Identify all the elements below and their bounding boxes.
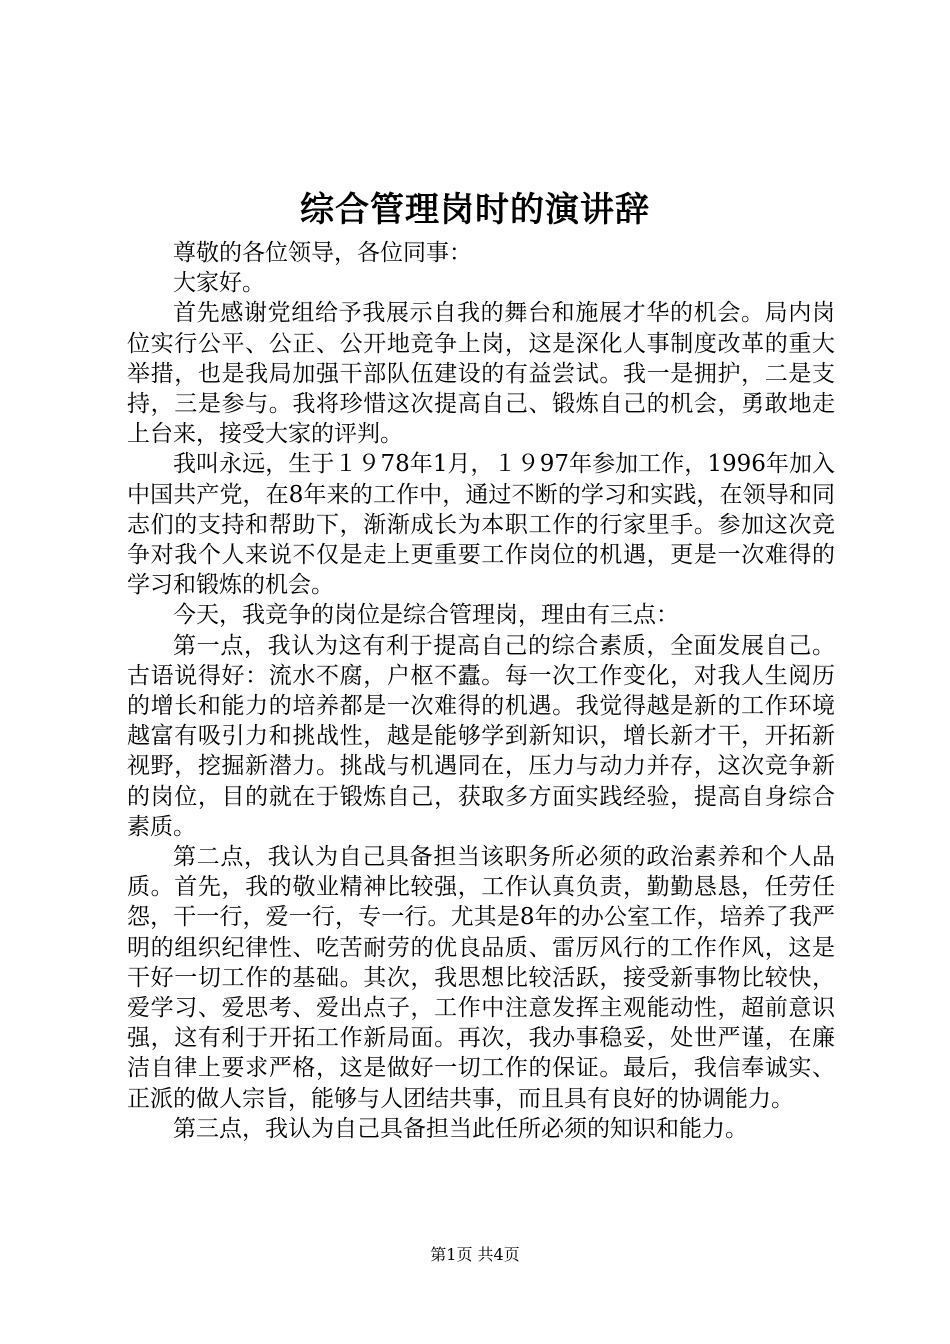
page-number-footer: 第1页 共4页: [430, 1245, 520, 1264]
reason-three-paragraph: 第三点，我认为自己具备担当此任所必须的知识和能力。: [173, 1115, 748, 1142]
document-body: [127, 238, 835, 1144]
reasons-intro-paragraph: 今天，我竞争的岗位是综合管理岗，理由有三点：: [173, 602, 679, 629]
reason-one-paragraph: 第一点，我认为这有利于提高自己的综合素质，全面发展自己。古语说得好：流水不腐，户枢不蠹。每一次工作变化，对我人生阅历的增长和能力的培养都是一次难得的机遇。我觉得越是新的工作环境越富有吸引力和挑战性，越是能够学到新知识，增长新才干，开拓新视野，挖掘新潜力。挑战与机遇同在，压力与动力并存，这次竞争新的岗位，目的就在于锻炼自己，获取多方面实践经验，提高自身综合素质。: [127, 632, 835, 840]
greeting-paragraph: 大家好。: [173, 270, 265, 297]
reason-two-paragraph: 第二点，我认为自己具备担当该职务所必须的政治素养和个人品质。首先，我的敬业精神比较强，工作认真负责，勤勤恳恳，任劳任怨，干一行，爱一行，专一行。尤其是8年的办公室工作，培养了我严明的组织纪律性、吃苦耐劳的优良品质、雷厉风行的工作作风，这是干好一切工作的基础。其次，我思想比较活跃，接受新事物比较快，爱学习、爱思考、爱出点子，工作中注意发挥主观能动性，超前意识强，这有利于开拓工作新局面。再次，我办事稳妥，处世严谨，在廉洁自律上要求严格，这是做好一切工作的保证。最后，我信奉诚实、正派的做人宗旨，能够与人团结共事，而且具有良好的协调能力。: [127, 844, 835, 1112]
document-title: 综合管理岗时的演讲辞: [300, 190, 650, 230]
opening-paragraph: 首先感谢党组给予我展示自我的舞台和施展才华的机会。局内岗位实行公平、公正、公开地竞争上岗，这是深化人事制度改革的重大举措，也是我局加强干部队伍建设的有益尝试。我一是拥护，二是支持，三是参与。我将珍惜这次提高自己、锻炼自己的机会，勇敢地走上台来，接受大家的评判。: [127, 300, 835, 448]
salutation-paragraph: 尊敬的各位领导，各位同事：: [173, 240, 472, 266]
self-introduction-paragraph: 我叫永远，生于１９78年1月，１９97年参加工作，1996年加入中国共产党，在8年来的工作中，通过不断的学习和实践，在领导和同志们的支持和帮助下，渐渐成长为本职工作的行家里手。参加这次竞争对我个人来说不仅是走上更重要工作岗位的机遇，更是一次难得的学习和锻炼的机会。: [127, 451, 835, 599]
